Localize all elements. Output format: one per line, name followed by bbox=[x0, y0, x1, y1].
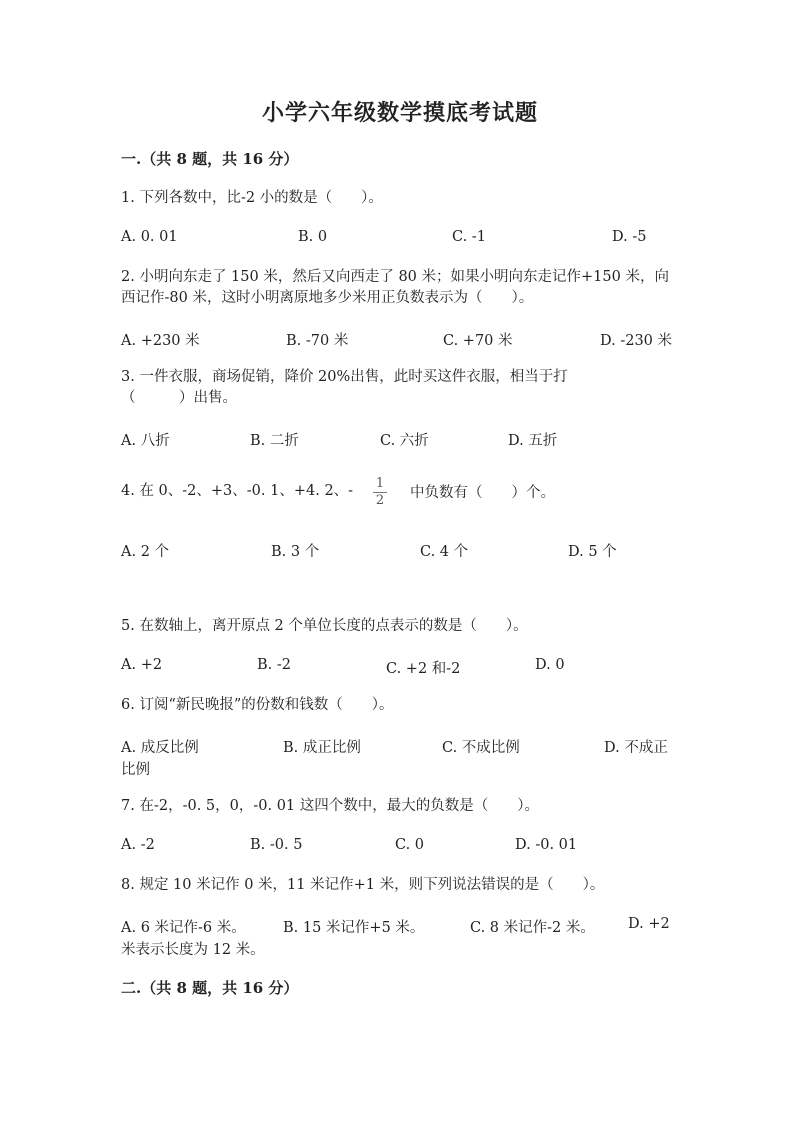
exam-title: 小学六年级数学摸底考试题 bbox=[261, 100, 538, 126]
q1-option-b: B. 0 bbox=[298, 229, 328, 245]
q6-option-d-wrap: 比例 bbox=[121, 762, 150, 778]
q4-option-c: C. 4 个 bbox=[420, 544, 469, 560]
question-8: 8. 规定 10 米记作 0 米，11 米记作+1 米，则下列说法错误的是（ ）。 bbox=[121, 877, 605, 893]
question-6: 6. 订阅“新民晚报”的份数和钱数（ ）。 bbox=[121, 697, 394, 713]
q1-option-c: C. -1 bbox=[452, 229, 486, 245]
q4-option-d: D. 5 个 bbox=[568, 544, 617, 560]
question-3: 3. 一件衣服，商场促销，降价 20%出售，此时买这件衣服，相当于打（ ）出售。 bbox=[121, 369, 568, 406]
q6-option-a: A. 成反比例 bbox=[121, 740, 199, 756]
q2-option-c: C. +70 米 bbox=[443, 333, 513, 349]
q6-option-b: B. 成正比例 bbox=[283, 740, 361, 756]
q5-option-d: D. 0 bbox=[535, 657, 565, 673]
q2-option-b: B. -70 米 bbox=[286, 333, 349, 349]
question-1: 1. 下列各数中，比-2 小的数是（ ）。 bbox=[121, 190, 383, 206]
fraction-one-half bbox=[372, 476, 388, 509]
q8-option-a: A. 6 米记作-6 米。 bbox=[121, 920, 246, 936]
q3-option-b: B. 二折 bbox=[250, 433, 299, 449]
q1-option-a: A. 0. 01 bbox=[121, 229, 178, 245]
q2-option-a: A. +230 米 bbox=[121, 333, 200, 349]
q8-option-d-wrap: 米表示长度为 12 米。 bbox=[121, 942, 265, 958]
q6-option-d: D. 不成正 bbox=[604, 740, 668, 756]
question-4-tail: 中负数有（ ）个。 bbox=[410, 485, 555, 501]
q7-option-a: A. -2 bbox=[121, 837, 155, 853]
q4-option-a: A. 2 个 bbox=[121, 544, 170, 560]
q7-option-c: C. 0 bbox=[395, 837, 425, 853]
q3-option-d: D. 五折 bbox=[508, 433, 558, 449]
q7-option-d: D. -0. 01 bbox=[515, 837, 578, 853]
q5-option-c: C. +2 和-2 bbox=[386, 661, 461, 677]
q6-option-c: C. 不成比例 bbox=[442, 740, 520, 756]
q3-option-a: A. 八折 bbox=[121, 433, 170, 449]
section-heading-2: 二.（共 8 题，共 16 分） bbox=[121, 979, 299, 997]
section-heading-1: 一.（共 8 题，共 16 分） bbox=[121, 150, 299, 168]
q8-option-d: D. +2 bbox=[628, 916, 670, 932]
q8-option-c: C. 8 米记作-2 米。 bbox=[470, 920, 595, 936]
question-5: 5. 在数轴上，离开原点 2 个单位长度的点表示的数是（ ）。 bbox=[121, 618, 528, 634]
question-4: 4. 在 0、-2、+3、-0. 1、+4. 2、- bbox=[121, 483, 354, 499]
q2-option-d: D. -230 米 bbox=[600, 333, 673, 349]
q7-option-b: B. -0. 5 bbox=[250, 837, 303, 853]
q5-option-a: A. +2 bbox=[121, 657, 163, 673]
question-2: 2. 小明向东走了 150 米，然后又向西走了 80 米；如果小明向东走记作+150 米，向西记作-80 米，这时小明离原地多少米用正负数表示为（ ）。 bbox=[121, 269, 669, 306]
q5-option-b: B. -2 bbox=[257, 657, 291, 673]
fraction-numerator: 1 bbox=[375, 476, 385, 491]
q3-option-c: C. 六折 bbox=[380, 433, 429, 449]
q4-option-b: B. 3 个 bbox=[271, 544, 320, 560]
fraction-denominator: 2 bbox=[375, 493, 385, 508]
q1-option-d: D. -5 bbox=[612, 229, 647, 245]
q8-option-b: B. 15 米记作+5 米。 bbox=[283, 920, 425, 936]
question-7: 7. 在-2，-0. 5，0，-0. 01 这四个数中，最大的负数是（ ）。 bbox=[121, 798, 540, 814]
